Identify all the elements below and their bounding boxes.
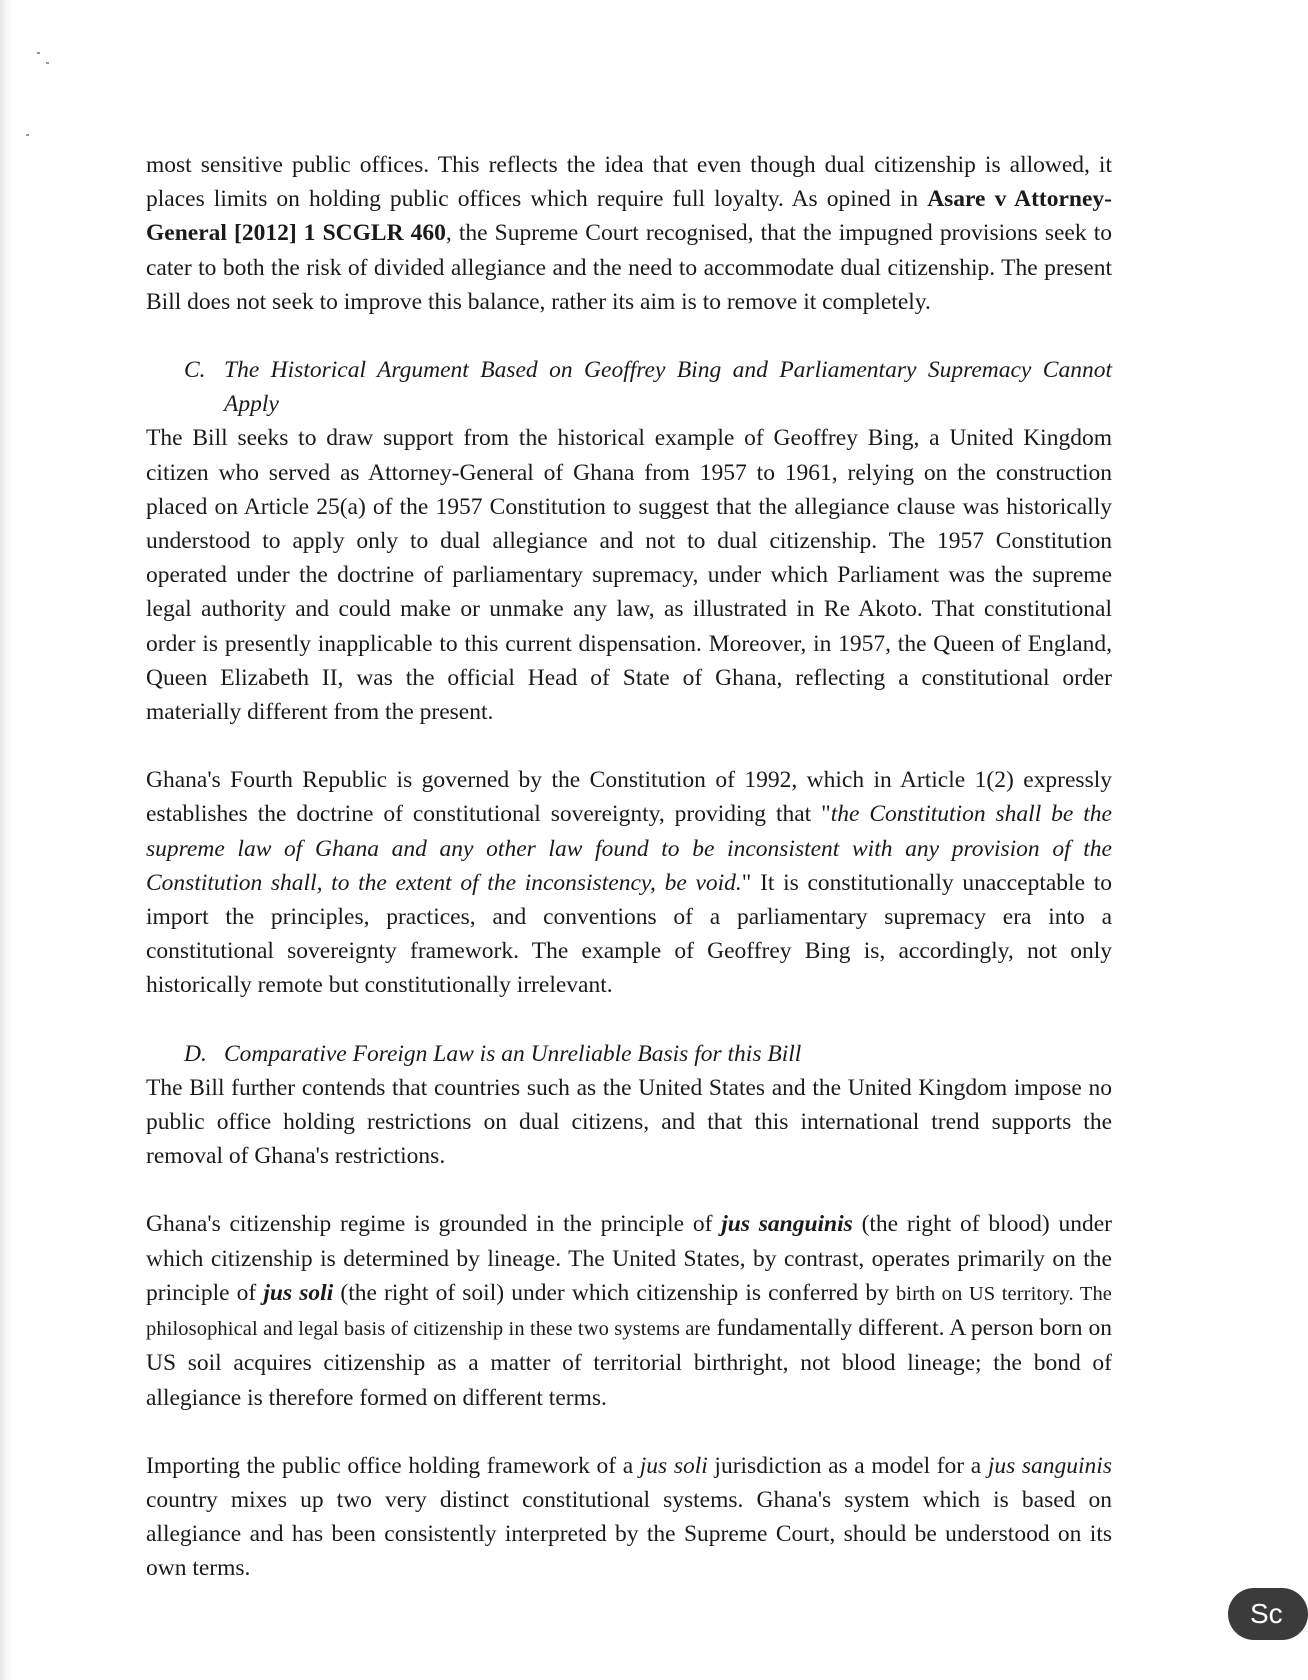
paragraph-text: Ghana's citizenship regime is grounded in the principle of <box>146 1211 722 1238</box>
case-citation: Asare v Attorney-General [2012] 1 SCGLR 460 <box>146 186 1112 247</box>
paragraph-text: (the right of blood) under which citizenship is determined by lineage. The United States, by contrast, operates primarily on the principle of <box>146 1211 1113 1306</box>
document-page <box>146 148 1112 1586</box>
latin-term: jus sanguinis <box>721 1211 853 1238</box>
paragraph-text: Ghana's Fourth Republic is governed by the Constitution of 1992, which in Article 1(2) expressly establishes the doctrine of constitutional sovereignty, providing that " <box>146 767 1112 828</box>
paragraph-foreign-comparison: The Bill further contends that countries such as the United States and the United Kingdom impose no public office holding restrictions on dual citizens, and that this international trend supports the removal of Ghana's restrictions. <box>146 1074 1112 1170</box>
scan-speck <box>26 134 29 136</box>
paragraph-text: country mixes up two very distinct constitutional systems. Ghana's system which is based on allegiance and has been consistently interpreted by the Supreme Court, should be understood on its own terms. <box>146 1486 1112 1582</box>
floating-action-button[interactable] <box>1228 1588 1308 1640</box>
paragraph-geoffrey-bing: The Bill seeks to draw support from the historical example of Geoffrey Bing, a United Kingdom citizen who served as Attorney-General of Ghana from 1957 to 1961, relying on the construction placed on Article 25(a) of the 1957 Constitution to suggest that the allegiance clause was historically understood to apply only to dual allegiance and not to dual citizenship. The 1957 Constitution operated under the doctrine of parliamentary supremacy, under which Parliament was the supreme legal authority and could make or unmake any law, as illustrated in Re Akoto. That constitutional order is presently inapplicable to this current dispensation. Moreover, in 1957, the Queen of England, Queen Elizabeth II, was the official Head of State of Ghana, reflecting a constitutional order materially different from the present. <box>146 425 1112 726</box>
paragraph-text: fundamentally different. A person born on US soil acquires citizenship as a matter of territorial birthright, not blood lineage; the bond of allegiance is therefore formed on different terms. <box>146 1315 1112 1411</box>
paragraph-text: jurisdiction as a model for a <box>707 1452 988 1479</box>
section-heading-c <box>146 353 1112 421</box>
scan-edge-shadow <box>0 0 12 1680</box>
floating-button-label: Sc <box>1250 1598 1283 1629</box>
paragraph-citizenship-regime <box>146 1207 1112 1414</box>
paragraph-text: , the Supreme Court recognised, that the impugned provisions seek to cater to both the risk of divided allegiance and the need to accommodate dual citizenship. The present Bill does not seek to improve this balance, rather its aim is to remove it completely. <box>146 220 1112 315</box>
latin-term: jus sanguinis <box>987 1452 1112 1479</box>
latin-term: jus soli <box>263 1279 334 1306</box>
section-heading-d <box>146 1037 1112 1071</box>
paragraph-text: (the right of soil) under which citizenship is conferred by <box>333 1279 896 1306</box>
paragraph-text: most sensitive public offices. This reflects the idea that even though dual citizenship is allowed, it places limits on holding public offices which require full loyalty. As opined in <box>146 152 1112 213</box>
section-title: Comparative Foreign Law is an Unreliable Basis for this Bill <box>224 1040 802 1067</box>
paragraph-text: Importing the public office holding framework of a <box>146 1452 640 1479</box>
constitution-quote: the Constitution shall be the supreme law of Ghana and any other law found to be inconsistent with any provision of the Constitution shall, to the extent of the inconsistency, be void. <box>146 801 1112 896</box>
paragraph-dual-citizenship-limits <box>146 148 1112 319</box>
paragraph-importing-framework <box>146 1449 1112 1586</box>
scan-speck <box>37 52 40 54</box>
paragraph-text-small: birth on US territory. The philosophical and legal basis of citizenship in these two systems are <box>146 1282 1113 1341</box>
paragraph-fourth-republic <box>146 763 1112 1002</box>
section-title: The Historical Argument Based on Geoffrey Bing and Parliamentary Supremacy Cannot Apply <box>224 357 1112 418</box>
paragraph-text: " It is constitutionally unacceptable to import the principles, practices, and conventions of a parliamentary supremacy era into a constitutional sovereignty framework. The example of Geoffrey Bing is, accordingly, not only historically remote but constitutionally irrelevant. <box>146 869 1112 999</box>
section-letter: D. <box>184 1040 207 1067</box>
scan-speck <box>46 62 49 64</box>
latin-term: jus soli <box>639 1452 708 1479</box>
section-letter: C. <box>184 357 206 384</box>
